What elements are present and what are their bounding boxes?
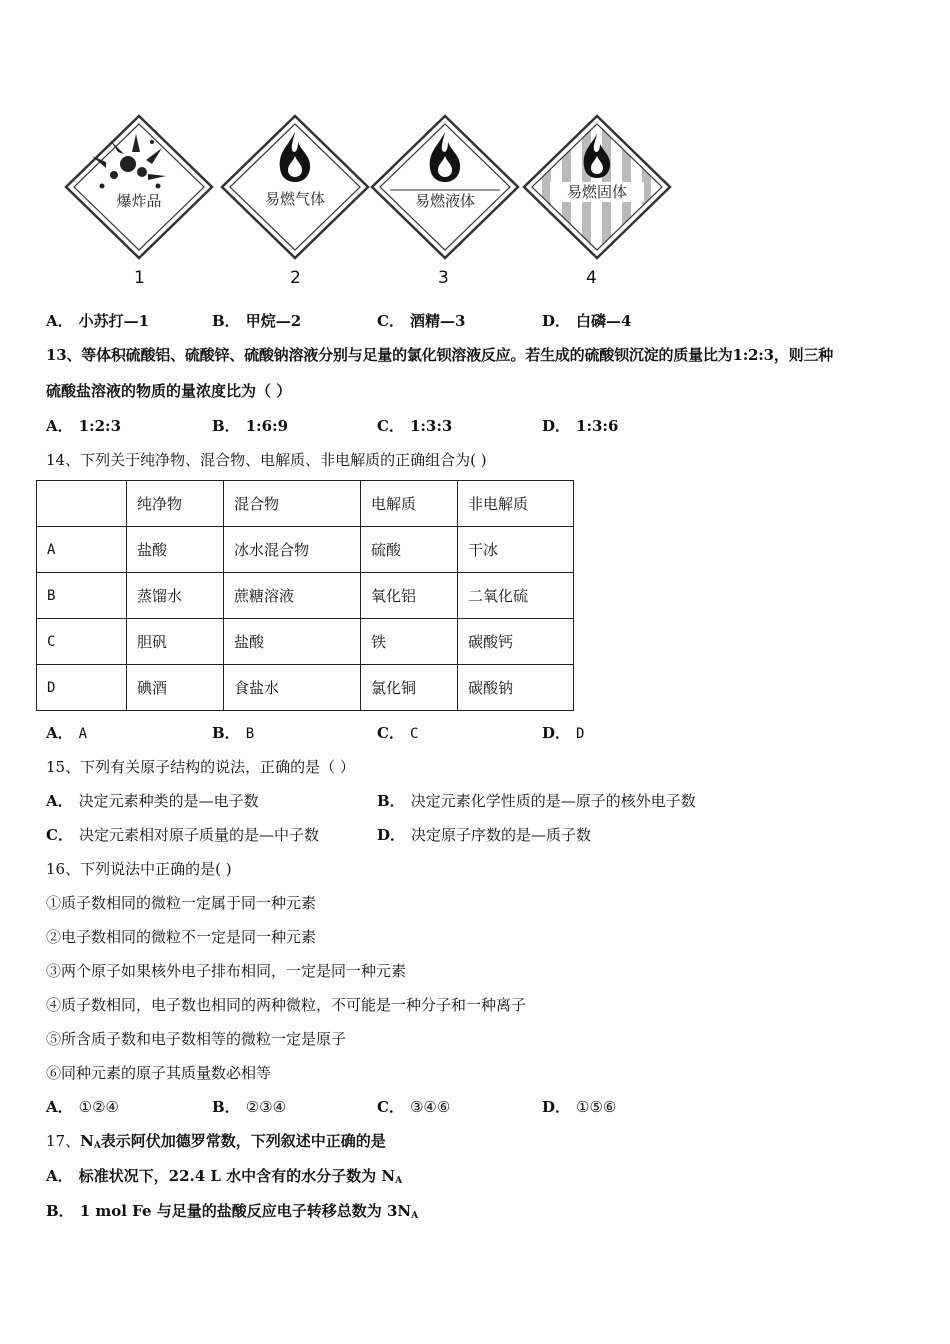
table-cell: 盐酸 [127,527,224,573]
sign-number: 2 [290,268,301,288]
q12-option-d[interactable]: D． 白磷—4 [542,312,632,330]
q15-option-b[interactable]: B． 决定元素化学性质的是—原子的核外电子数 [377,792,696,810]
q12-option-b[interactable]: B． 甲烷—2 [212,312,302,330]
table-cell: 硫酸 [361,527,458,573]
table-cell: 干冰 [458,527,574,573]
q16-statement: ③两个原子如果核外电子排布相同，一定是同一种元素 [46,962,407,980]
q13-option-b[interactable]: B． 1:6:9 [212,417,289,435]
table-cell: D [37,665,127,711]
table-cell: 氧化铝 [361,573,458,619]
table-cell: 电解质 [361,481,458,527]
table-cell [37,481,127,527]
flammable-gas-sign [218,112,372,262]
q13-option-c[interactable]: C． 1:3:3 [377,417,453,435]
q14-stem: 14、下列关于纯净物、混合物、电解质、非电解质的正确组合为( ) [46,451,487,469]
q13-stem-line2: 硫酸盐溶液的物质的量浓度比为（ ） [46,382,292,400]
table-cell: 氯化铜 [361,665,458,711]
table-cell: 二氧化硫 [458,573,574,619]
q14-option-d[interactable]: D． D [542,724,585,742]
q14-option-a[interactable]: A． A [46,724,88,742]
table-row [37,573,574,619]
sign-label: 爆炸品 [116,192,162,210]
q16-option-a[interactable]: A． ①②④ [46,1098,119,1116]
q16-statement: ⑤所含质子数和电子数相等的微粒一定是原子 [46,1030,347,1048]
table-cell: 碳酸钠 [458,665,574,711]
q16-option-b[interactable]: B． ②③④ [212,1098,287,1116]
q16-statement: ①质子数相同的微粒一定属于同一种元素 [46,894,317,912]
sign-label: 易燃固体 [566,183,628,201]
q17-option-a[interactable]: A． 标准状况下，22.4 L 水中含有的水分子数为 $N_A$ [46,1167,403,1186]
q16-statement: ④质子数相同，电子数也相同的两种微粒，不可能是一种分子和一种离子 [46,996,527,1014]
table-cell: 食盐水 [224,665,361,711]
q16-statement: ⑥同种元素的原子其质量数必相等 [46,1064,272,1082]
q14-option-b[interactable]: B． B [212,724,255,742]
q14-table [36,480,574,711]
sign-number: 4 [586,268,597,288]
q13-stem-line1: 13、等体积硫酸铝、硫酸锌、硫酸钠溶液分别与足量的氯化钡溶液反应。若生成的硫酸钡沉淀的质量比为1:2:3，则三种 [46,346,834,364]
table-cell: A [37,527,127,573]
q12-option-a[interactable]: A． 小苏打—1 [46,312,150,330]
sign-label: 易燃液体 [414,192,476,210]
table-cell: 胆矾 [127,619,224,665]
table-cell: C [37,619,127,665]
q12-option-c[interactable]: C． 酒精—3 [377,312,466,330]
q13-option-a[interactable]: A． 1:2:3 [46,417,122,435]
table-cell: 蔗糖溶液 [224,573,361,619]
q17-stem: 17、$N_A$表示阿伏加德罗常数，下列叙述中正确的是 [46,1132,386,1151]
table-row [37,665,574,711]
sign-number: 3 [438,268,449,288]
table-row [37,527,574,573]
table-cell: 蒸馏水 [127,573,224,619]
sign-number: 1 [134,268,145,288]
q15-stem: 15、下列有关原子结构的说法，正确的是（ ） [46,758,355,776]
table-row [37,619,574,665]
explosive-sign [62,112,216,262]
table-cell: 冰水混合物 [224,527,361,573]
q17-option-b[interactable]: B． 1 mol Fe 与足量的盐酸反应电子转移总数为 $3N_A$ [46,1202,419,1221]
q16-stem: 16、下列说法中正确的是( ) [46,860,232,878]
flammable-liquid-sign [368,112,522,262]
q16-option-d[interactable]: D． ①⑤⑥ [542,1098,617,1116]
q14-option-c[interactable]: C． C [377,724,419,742]
table-cell: 非电解质 [458,481,574,527]
q15-option-d[interactable]: D． 决定原子序数的是—质子数 [377,826,592,844]
table-cell: 盐酸 [224,619,361,665]
q15-option-c[interactable]: C． 决定元素相对原子质量的是—中子数 [46,826,319,844]
q15-option-a[interactable]: A． 决定元素种类的是—电子数 [46,792,259,810]
table-cell: 混合物 [224,481,361,527]
sign-label: 易燃气体 [264,190,326,208]
q16-option-c[interactable]: C． ③④⑥ [377,1098,451,1116]
table-header-row [37,481,574,527]
table-cell: 碳酸钙 [458,619,574,665]
flammable-solid-sign [520,112,674,262]
q16-statement: ②电子数相同的微粒不一定是同一种元素 [46,928,317,946]
table-cell: 碘酒 [127,665,224,711]
q13-option-d[interactable]: D． 1:3:6 [542,417,619,435]
table-cell: 铁 [361,619,458,665]
table-cell: B [37,573,127,619]
table-cell: 纯净物 [127,481,224,527]
